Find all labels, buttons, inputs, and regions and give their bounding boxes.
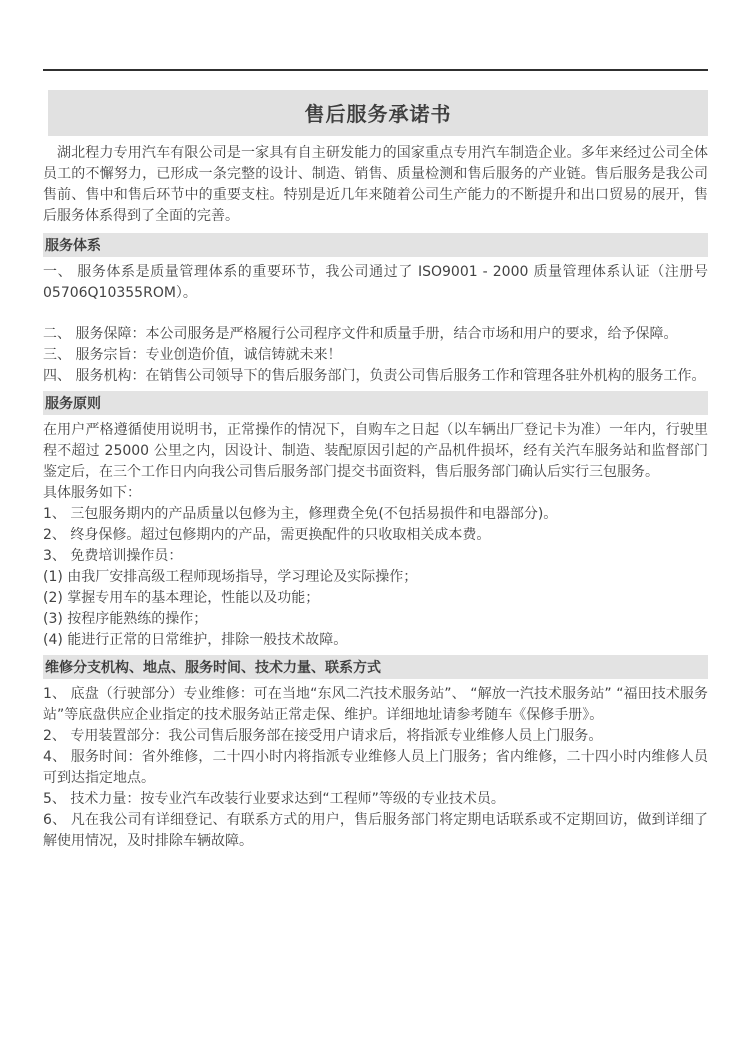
list-item: 1、 底盘（行驶部分）专业维修：可在当地“东风二汽技术服务站”、 “解放一汽技术服务站” “福田技术服务站”等底盘供应企业指定的技术服务站正常走保、维护。详细地址请参考随车《保修手册》。 [43, 686, 708, 723]
page-title: 售后服务承诺书 [304, 102, 452, 126]
section-header-service-principle: 服务原则 [43, 391, 708, 415]
list-item: 2、 终身保修。超过包修期内的产品，需更换配件的只收取相关成本费。 [43, 527, 491, 543]
list-item: 三、 服务宗旨：专业创造价值，诚信铸就未来！ [43, 347, 342, 363]
list-item: 5、 技术力量：按专业汽车改装行业要求达到“工程师”等级的专业技术员。 [43, 791, 505, 807]
list-item: 二、 服务保障：本公司服务是严格履行公司程序文件和质量手册，结合市场和用户的要求，给予保障。 [43, 326, 678, 342]
sub-list-item: (4) 能进行正常的日常维护，排除一般技术故障。 [43, 632, 348, 648]
list-item: 一、 服务体系是质量管理体系的重要环节，我公司通过了 ISO9001 - 2000 质量管理体系认证（注册号 05706Q10355ROM）。 [43, 264, 708, 301]
list-item: 3、 免费培训操作员： [43, 548, 183, 564]
list-item: 2、 专用装置部分：我公司售后服务部在接受用户请求后，将指派专业维修人员上门服务。 [43, 728, 603, 744]
top-rule-divider [43, 69, 708, 71]
list-item: 4、 服务时间：省外维修，二十四小时内将指派专业维修人员上门服务；省内维修，二十四小时内维修人员可到达指定地点。 [43, 749, 708, 786]
sub-list-item: (3) 按程序能熟练的操作； [43, 611, 208, 627]
section-header-service-system: 服务体系 [43, 233, 708, 257]
policy-paragraph: 在用户严格遵循使用说明书，正常操作的情况下，自购车之日起（以车辆出厂登记卡为准）一年内，行驶里程不超过 25000 公里之内，因设计、制造、装配原因引起的产品机件损坏，经有关汽车服务站和监督部门鉴定后，在三个工作日内向我公司售后服务部门提交书面资料，售后服务部门确认后实行三包服务。 [43, 422, 708, 480]
sub-list-item: (2) 掌握专用车的基本理论，性能以及功能； [43, 590, 320, 606]
services-intro-line: 具体服务如下： [43, 485, 141, 501]
section-header-branches: 维修分支机构、地点、服务时间、技术力量、联系方式 [43, 655, 708, 679]
list-item: 1、 三包服务期内的产品质量以包修为主，修理费全免(不包括易损件和电器部分)。 [43, 506, 558, 522]
title-banner [48, 90, 708, 136]
list-item: 6、 凡在我公司有详细登记、有联系方式的用户，售后服务部门将定期电话联系或不定期回访，做到详细了解使用情况，及时排除车辆故障。 [43, 812, 708, 849]
intro-paragraph: 湖北程力专用汽车有限公司是一家具有自主研发能力的国家重点专用汽车制造企业。多年来经过公司全体员工的不懈努力，已形成一条完整的设计、制造、销售、质量检测和售后服务的产业链。售后服务是我公司售前、售中和售后环节中的重要支柱。特别是近几年来随着公司生产能力的不断提升和出口贸易的展开，售后服务体系得到了全面的完善。 [43, 145, 708, 224]
list-item: 四、 服务机构：在销售公司领导下的售后服务部门，负责公司售后服务工作和管理各驻外机构的服务工作。 [43, 368, 706, 384]
sub-list-item: (1) 由我厂安排高级工程师现场指导，学习理论及实际操作； [43, 569, 418, 585]
